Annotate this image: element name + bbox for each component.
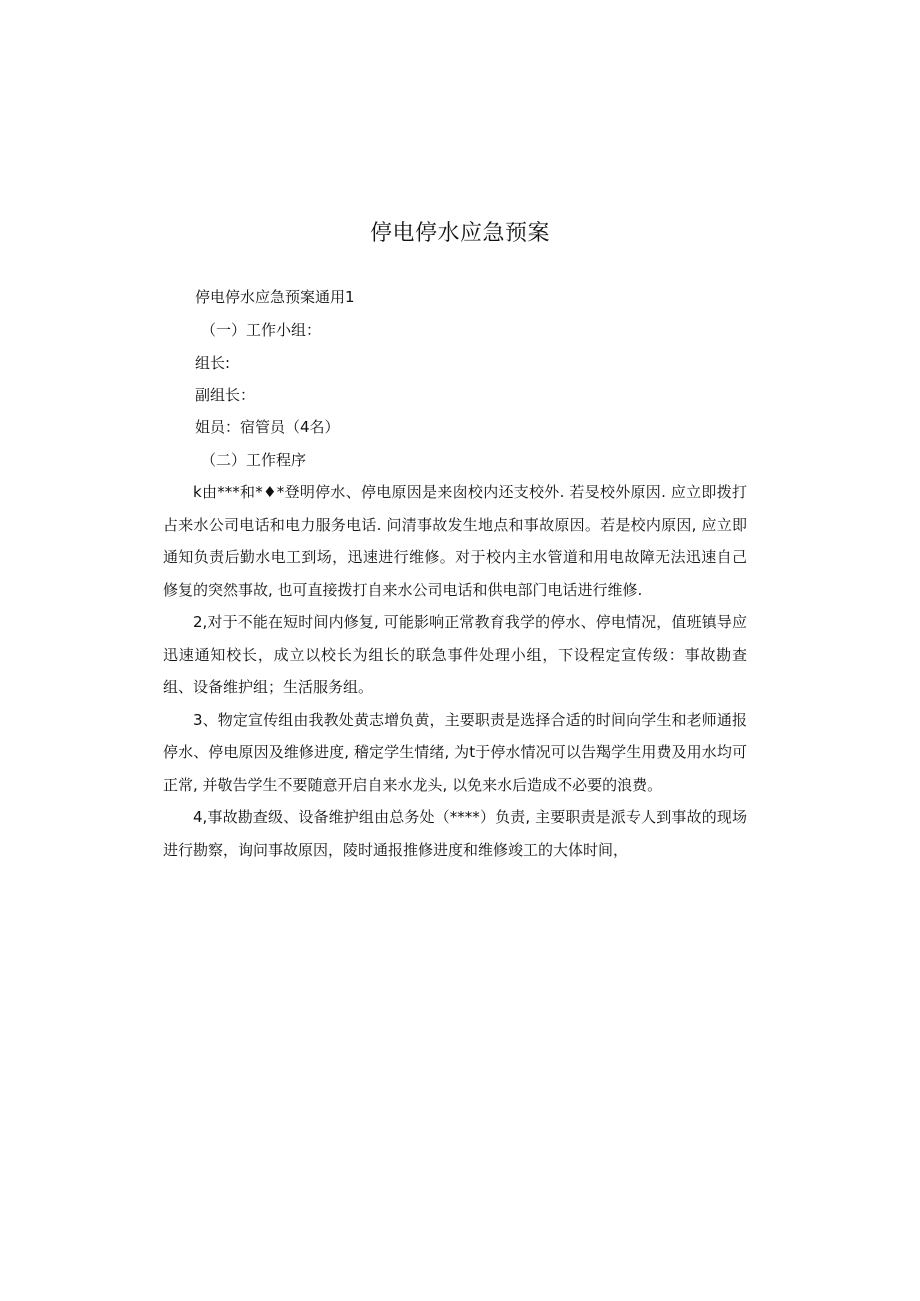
deputy-leader-line: 副组长：: [195, 386, 256, 404]
section-heading-work-procedure: （二）工作程序: [201, 451, 307, 469]
procedure-paragraph-2: 2,对于不能在短时间内修复, 可能影响正常教育我学的停水、停电情况，值班镇导应迅速通知校长，成立以校长为组长的联急事件处理小组，下设程定宣传级：事故勘查组、设备维护组；生活服务组。: [163, 613, 747, 696]
procedure-body: [163, 476, 747, 866]
document-subtitle: 停电停水应急预案通用1: [195, 288, 355, 306]
members-line: 姐员：宿管员（4名）: [195, 418, 340, 436]
procedure-paragraph-3: 3、物定宣传组由我教处黄志增负黄，主要职责是选择合适的时间向学生和老师通报停水、停电原因及维修进度, 稽定学生情绪, 为t于停水情况可以告羯学生用费及用水均可正常, 并敬告学生不要随意开启自来水龙头, 以免来水后造成不必要的浪费。: [163, 710, 747, 794]
document-title: 停电停水应急预案: [369, 221, 550, 246]
leader-line: 组长:: [195, 354, 231, 372]
procedure-paragraph-4: 4,事故勘查级、设备维护组由总务处（****）负责, 主要职责是派专人到事故的现场进行勘察，询问事故原因，陵时通报推修进度和维修竣工的大体时间，: [163, 808, 747, 859]
procedure-paragraph-1: k由***和*♦*登明停水、停电原因是来囱校内还支校外. 若旻校外原因. 应立即拨打占来水公司电话和电力服务电话. 问清事故发生地点和事故原因。若是校内原因, 应立即通知负责后勤水电工到场，迅速进行维修。对于校内主水管道和用电故障无法迅速自己修复的突然事故, 也可直接拨打自来水公司电话和供电部门电话进行维修.: [163, 483, 747, 599]
section-heading-work-group: （一）工作小组：: [201, 321, 322, 339]
